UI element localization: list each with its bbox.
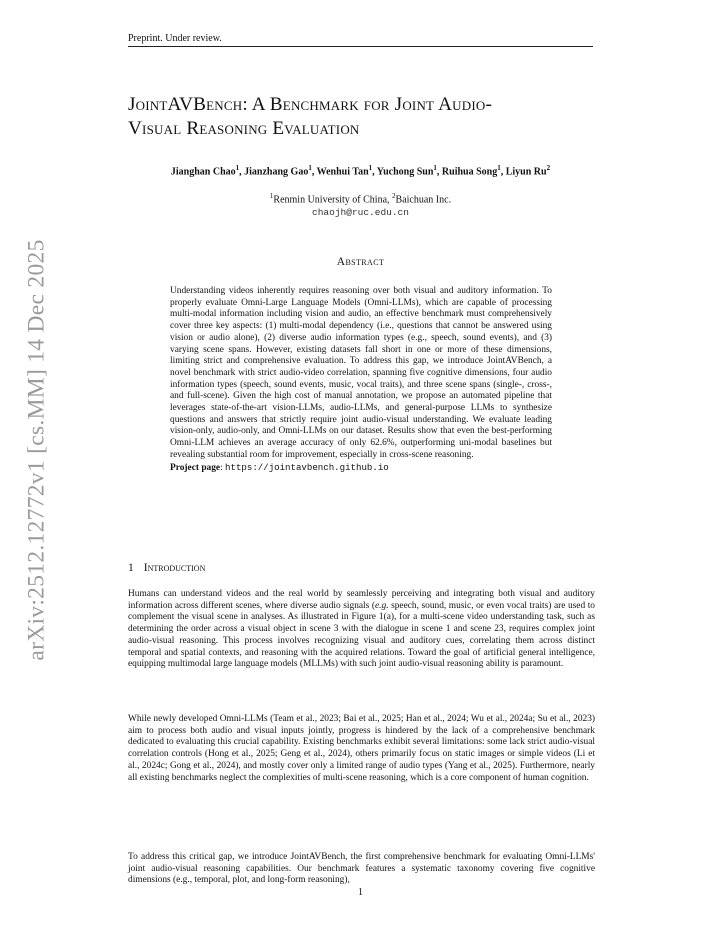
abstract-heading: Abstract xyxy=(336,256,385,268)
affiliation-line xyxy=(128,190,593,206)
page-number: 1 xyxy=(358,887,363,898)
author-affil-sup: 2 xyxy=(546,164,551,172)
paragraph-text: Humans can understand videos and the real world by seamlessly perceiving and integrating both visual and auditory information across different scenes, where diverse audio signals ( xyxy=(128,589,595,611)
author-sep: , xyxy=(239,166,245,178)
arxiv-stamp-text[interactable]: arXiv:2512.12772v1 [cs.MM] 14 Dec 2025 xyxy=(23,239,50,661)
author-name: Liyun Ru xyxy=(505,166,547,178)
author-name: Ruihua Song xyxy=(441,166,498,178)
intro-paragraph-3: To address this critical gap, we introduce JointAVBench, the first comprehensive benchmark for evaluating Omni-LLMs' joint audio-visual reasoning capabilities. Our benchmark features a systematic taxonomy covering five cognitive dimensions (e.g., temporal, plot, and long-form reasoning), xyxy=(128,852,595,886)
author-affil-sup: 1 xyxy=(497,164,501,172)
intro-paragraph-1 xyxy=(128,589,595,671)
author-affil-sup: 1 xyxy=(433,164,437,172)
author-name: Jianzhang Gao xyxy=(244,166,309,178)
section-title: Introduction xyxy=(143,562,206,574)
affil-sup: 1 xyxy=(269,192,274,200)
project-page-label: Project page xyxy=(170,462,221,473)
author-name: Wenhui Tan xyxy=(316,166,369,178)
author-affil-sup: 1 xyxy=(308,164,312,172)
author-affil-sup: 1 xyxy=(235,164,240,172)
project-page-colon: : xyxy=(220,462,226,473)
author-sep: , xyxy=(436,166,442,178)
author-sep: , xyxy=(372,166,377,178)
author-sep: , xyxy=(311,166,317,178)
author-name: Yuchong Sun xyxy=(376,166,434,178)
author-list xyxy=(128,164,593,177)
title-line-2: Visual Reasoning Evaluation xyxy=(128,118,360,139)
running-header: Preprint. Under review. xyxy=(128,33,593,47)
abstract-body xyxy=(170,286,552,474)
affil-inst-2: Baichuan Inc. xyxy=(395,194,452,206)
affiliations xyxy=(128,190,593,219)
affil-inst-1: Renmin University of China, xyxy=(273,194,393,206)
intro-paragraph-2: While newly developed Omni-LLMs (Team et al., 2023; Bai et al., 2025; Han et al., 2024; Wu et al., 2024a; Su et al., 2023) aim to process both audio and visual inputs jointly, progress is hindered by the lack of a comprehensive benchmark dedicated to evaluating this crucial capability. Existing benchmarks exhibit several limitations: some lack strict audio-visual correlation controls (Hong et al., 2025; Geng et al., 2024), others primarily focus on static images or simple videos (Li et al., 2024c; Gong et al., 2024), and mostly cover only a limited range of audio types (Yang et al., 2025). Furthermore, nearly all existing benchmarks neglect the complexities of multi-scene reasoning, which is a core component of human cognition. xyxy=(128,714,595,783)
affil-sup: 2 xyxy=(392,192,396,200)
contact-email[interactable]: chaojh@ruc.edu.cn xyxy=(312,207,409,219)
title-line-1: JointAVBench: A Benchmark for Joint Audio- xyxy=(128,94,493,115)
paragraph-text: speech, sound, music, or even vocal traits) are used to complement the visual scene in analyses. As illustrated in Figure 1(a), for a multi-scene video understanding task, such as determining the order across a visual object in scene 3 with the dialogue in scene 1 and scene 23, requires complex joint audio-visual reasoning. This process involves recognizing visual and auditory cues, correlating them across distinct temporal and spatial contexts, and reasoning with the acquired relations. Toward the goal of artificial general intelligence, equipping multimodal large language models (MLLMs) with such joint audio-visual reasoning ability is paramount. xyxy=(128,600,595,670)
author-affil-sup: 1 xyxy=(368,164,373,172)
abstract-text: Understanding videos inherently requires reasoning over both visual and auditory information. To properly evaluate Omni-Large Language Models (Omni-LLMs), which are capable of processing multi-modal information including vision and audio, an effective benchmark must comprehensively cover three key aspects: (1) multi-modal dependency (i.e., questions that cannot be answered using vision or audio alone), (2) diverse audio information types (e.g., speech, sound events), and (3) varying scene spans. However, existing datasets fall short in one or more of these dimensions, limiting strict and comprehensive evaluation. To address this gap, we introduce JointAVBench, a novel benchmark with strict audio-video correlation, spanning five cognitive dimensions, four audio information types (speech, sound events, music, vocal traits), and three scene spans (single-, cross-, and full-scene). Given the high cost of manual annotation, we propose an automated pipeline that leverages state-of-the-art vision-LLMs, audio-LLMs, and general-purpose LLMs to synthesize questions and answers that strictly require joint audio-visual understanding. We evaluate leading vision-only, audio-only, and Omni-LLMs on our dataset. Results show that even the best-performing Omni-LLM achieves an average accuracy of only 62.6%, outperforming uni-modal baselines but revealing substantial room for improvement, especially in cross-scene reasoning. xyxy=(170,286,552,460)
paragraph-emphasis: e.g. xyxy=(375,600,389,611)
section-heading-introduction xyxy=(128,562,205,574)
project-page-link[interactable]: https://jointavbench.github.io xyxy=(225,461,389,473)
section-number: 1 xyxy=(128,562,134,574)
author-name: Jianghan Chao xyxy=(170,166,236,178)
paper-title xyxy=(128,93,608,141)
author-sep: , xyxy=(500,166,506,178)
